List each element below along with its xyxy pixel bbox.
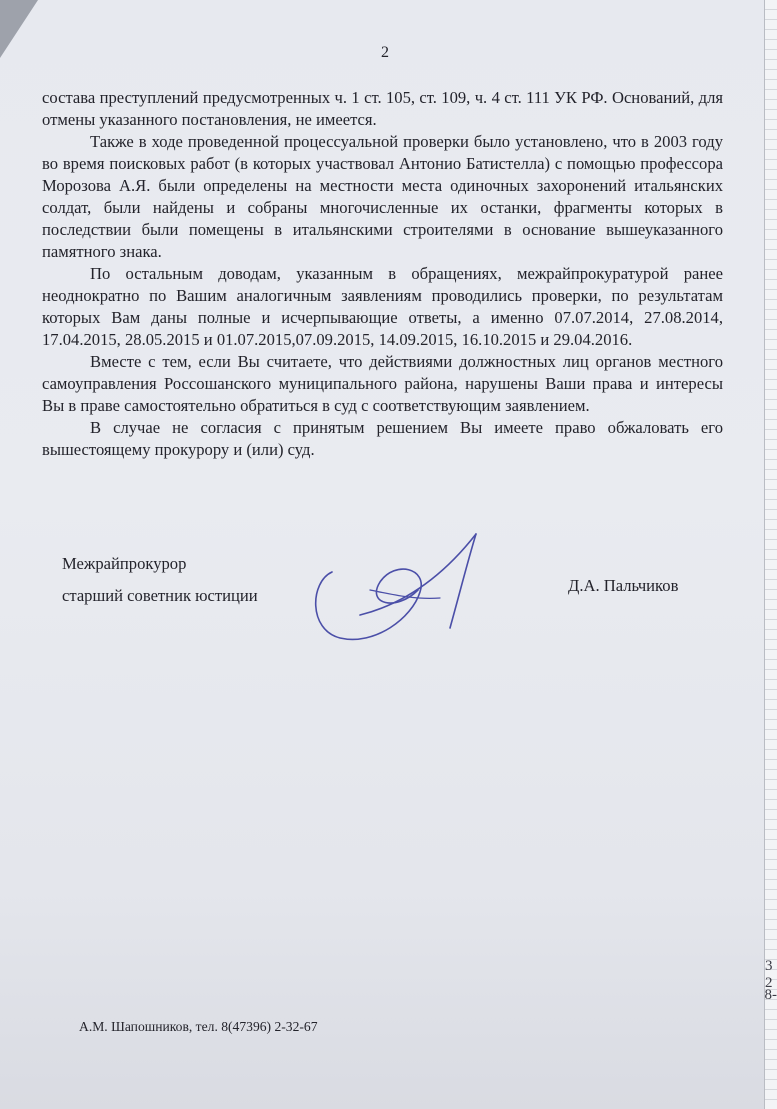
signer-rank: старший советник юстиции [62,586,258,605]
executor-contact: А.М. Шапошников, тел. 8(47396) 2-32-67 [79,1019,318,1034]
edge-mark: 8- [764,987,777,1003]
paragraph-court-right: Вместе с тем, если Вы считаете, что действиями должностных лиц органов местного самоуправления Россошанского муниципального района, нарушены Ваши права и интересы Вы в праве самостоятельно обратиться в суд с соответствующим заявлением. [42,352,723,415]
underlying-paper-edge [764,0,777,1109]
paragraph-previous-answers: По остальным доводам, указанным в обращениях, межрайпрокуратурой ранее неоднократно по Вашим аналогичным заявлениям проводились проверки, по результатам которых Вам даны полные и исчерпывающие ответы, а именно 07.07.2014, 27.08.2014, 17.04.2015, 28.05.2015 и 01.07.2015,07.09.2015, 14.09.2015, 16.10.2015 и 29.04.2016. [42,264,723,349]
paragraph-appeal-right: В случае не согласия с принятым решением Вы имеете право обжаловать его вышестоящему прокурору и (или) суд. [42,418,723,459]
handwritten-signature [300,520,490,650]
letter-body [42,87,723,461]
page-number: 2 [381,44,389,61]
paragraph-continuation: состава преступлений предусмотренных ч. 1 ст. 105, ст. 109, ч. 4 ст. 111 УК РФ. Оснований, для отмены указанного постановления, не имеется. [42,88,723,129]
edge-mark: 3 2 [765,958,773,991]
paragraph-findings: Также в ходе проведенной процессуальной проверки было установлено, что в 2003 году во время поисковых работ (в которых участвовал Антонио Батистелла) с помощью профессора Морозова А.Я. были определены на местности места одиночных захоронений итальянских солдат, были найдены и собраны многочисленные их останки, фрагменты которых в последствии были помещены в итальянскими строителями в основание вышеуказанного памятного знака. [42,132,723,261]
signer-name: Д.А. Пальчиков [568,576,679,595]
signer-title: Межрайпрокурор [62,554,187,573]
